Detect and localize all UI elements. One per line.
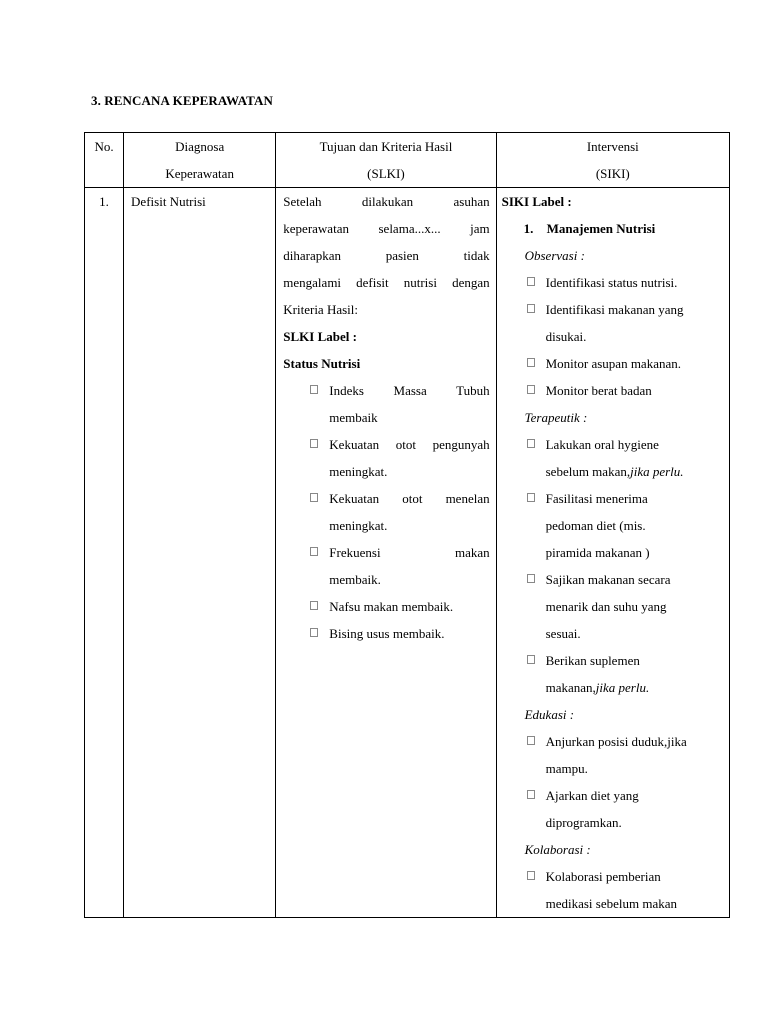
checkbox-square-icon bbox=[527, 736, 535, 745]
criteria-6-line-1: Bising usus membaik. bbox=[329, 626, 445, 641]
terapeutik-2-line-1: Fasilitasi menerima bbox=[545, 491, 648, 506]
criteria-3-line-2: meningkat. bbox=[329, 518, 388, 533]
kolaborasi-1-line-1: Kolaborasi pemberian bbox=[545, 869, 661, 884]
observasi-label: Observasi : bbox=[524, 248, 585, 263]
list-item bbox=[502, 566, 723, 647]
list-item bbox=[502, 431, 723, 485]
checkbox-square-icon bbox=[310, 493, 318, 502]
slki-label: SLKI Label : bbox=[283, 329, 357, 344]
slki-status-title: Status Nutrisi bbox=[283, 356, 361, 371]
list-item bbox=[502, 485, 723, 566]
nursing-plan-table bbox=[84, 132, 730, 918]
criteria-2-line-1: Kekuatan otot pengunyah bbox=[329, 437, 490, 452]
checkbox-square-icon bbox=[527, 358, 535, 367]
terapeutik-2-line-3: piramida makanan ) bbox=[545, 545, 650, 560]
list-item bbox=[283, 485, 489, 539]
header-intervensi-line-1: Intervensi bbox=[586, 139, 639, 154]
header-no bbox=[85, 133, 124, 188]
checkbox-square-icon bbox=[310, 601, 318, 610]
terapeutik-2-line-2: pedoman diet (mis. bbox=[545, 518, 646, 533]
tujuan-intro-line-5: Kriteria Hasil: bbox=[283, 302, 359, 317]
observasi-4-line-1: Monitor berat badan bbox=[545, 383, 652, 398]
checkbox-square-icon bbox=[527, 439, 535, 448]
terapeutik-4-line-2 bbox=[546, 674, 723, 701]
edukasi-label: Edukasi : bbox=[524, 707, 575, 722]
terapeutik-1-line-2-text: sebelum makan, bbox=[545, 464, 631, 479]
header-tujuan-line-1: Tujuan dan Kriteria Hasil bbox=[319, 139, 453, 154]
list-item bbox=[283, 593, 489, 620]
criteria-2-line-2: meningkat. bbox=[329, 464, 388, 479]
list-item bbox=[283, 377, 489, 431]
tujuan-intro-line-1: Setelah dilakukan asuhan bbox=[283, 194, 490, 209]
list-item bbox=[502, 269, 723, 296]
criteria-4-line-1: Frekuensi makan bbox=[329, 545, 490, 560]
terapeutik-1-italic: jika perlu. bbox=[630, 464, 684, 479]
checkbox-square-icon bbox=[527, 493, 535, 502]
edukasi-2-line-1: Ajarkan diet yang bbox=[545, 788, 639, 803]
checkbox-square-icon bbox=[310, 385, 318, 394]
siki-title-row bbox=[502, 215, 723, 242]
header-no-text: No. bbox=[94, 139, 114, 154]
checkbox-square-icon bbox=[527, 385, 535, 394]
cell-no bbox=[85, 188, 124, 918]
header-intervensi bbox=[496, 133, 729, 188]
tujuan-intro-line-2: keperawatan selama...x... jam bbox=[283, 221, 490, 236]
checkbox-square-icon bbox=[527, 655, 535, 664]
table-header-row bbox=[85, 133, 730, 188]
table-row bbox=[85, 188, 730, 918]
list-item bbox=[502, 728, 723, 782]
kolaborasi-1-line-2: medikasi sebelum makan bbox=[545, 896, 678, 911]
cell-tujuan bbox=[276, 188, 496, 918]
siki-label: SIKI Label : bbox=[501, 194, 572, 209]
list-item bbox=[283, 431, 489, 485]
criteria-1-line-1: Indeks Massa Tubuh bbox=[329, 383, 490, 398]
header-tujuan bbox=[276, 133, 496, 188]
diagnosa-text: Defisit Nutrisi bbox=[131, 194, 206, 209]
siki-number: 1. bbox=[523, 221, 534, 236]
row-number: 1. bbox=[99, 194, 109, 209]
section-heading: 3. RENCANA KEPERAWATAN bbox=[91, 93, 273, 108]
list-item bbox=[283, 539, 489, 593]
header-diagnosa-line-2: Keperawatan bbox=[165, 166, 234, 181]
criteria-5-line-1: Nafsu makan membaik. bbox=[329, 599, 454, 614]
observasi-2-line-1: Identifikasi makanan yang bbox=[545, 302, 684, 317]
criteria-1-line-2: membaik bbox=[329, 410, 378, 425]
terapeutik-4-italic: jika perlu. bbox=[595, 680, 650, 695]
header-diagnosa-line-1: Diagnosa bbox=[175, 139, 225, 154]
checkbox-square-icon bbox=[310, 439, 318, 448]
cell-diagnosa bbox=[124, 188, 276, 918]
observasi-1-line-1: Identifikasi status nutrisi. bbox=[545, 275, 678, 290]
observasi-3-line-1: Monitor asupan makanan. bbox=[545, 356, 681, 371]
checkbox-square-icon bbox=[310, 628, 318, 637]
terapeutik-label: Terapeutik : bbox=[524, 410, 588, 425]
terapeutik-1-line-1: Lakukan oral hygiene bbox=[545, 437, 659, 452]
kolaborasi-label: Kolaborasi : bbox=[524, 842, 591, 857]
list-item bbox=[502, 647, 723, 701]
edukasi-2-line-2: diprogramkan. bbox=[545, 815, 622, 830]
terapeutik-4-line-1: Berikan suplemen bbox=[545, 653, 640, 668]
checkbox-square-icon bbox=[310, 547, 318, 556]
edukasi-1-line-2: mampu. bbox=[545, 761, 588, 776]
criteria-3-line-1: Kekuatan otot menelan bbox=[329, 491, 490, 506]
edukasi-1-line-1: Anjurkan posisi duduk,jika bbox=[545, 734, 687, 749]
terapeutik-3-line-3: sesuai. bbox=[545, 626, 581, 641]
checkbox-square-icon bbox=[527, 574, 535, 583]
terapeutik-3-line-2: menarik dan suhu yang bbox=[545, 599, 667, 614]
list-item bbox=[502, 863, 723, 917]
criteria-4-line-2: membaik. bbox=[329, 572, 381, 587]
terapeutik-4-line-2-text: makanan, bbox=[545, 680, 596, 695]
checkbox-square-icon bbox=[527, 871, 535, 880]
terapeutik-3-line-1: Sajikan makanan secara bbox=[545, 572, 671, 587]
tujuan-intro-line-3: diharapkan pasien tidak bbox=[283, 248, 490, 263]
cell-intervensi bbox=[496, 188, 729, 918]
list-item bbox=[502, 782, 723, 836]
checkbox-square-icon bbox=[527, 304, 535, 313]
observasi-2-line-2: disukai. bbox=[545, 329, 587, 344]
list-item bbox=[502, 350, 723, 377]
header-intervensi-line-2: (SIKI) bbox=[595, 166, 630, 181]
list-item bbox=[283, 620, 489, 647]
checkbox-square-icon bbox=[527, 790, 535, 799]
tujuan-intro-line-4: mengalami defisit nutrisi dengan bbox=[283, 275, 490, 290]
list-item bbox=[502, 296, 723, 350]
header-tujuan-line-2: (SLKI) bbox=[367, 166, 405, 181]
checkbox-square-icon bbox=[527, 277, 535, 286]
header-diagnosa bbox=[124, 133, 276, 188]
terapeutik-1-line-2 bbox=[546, 458, 723, 485]
list-item bbox=[502, 377, 723, 404]
siki-title: Manajemen Nutrisi bbox=[546, 221, 656, 236]
